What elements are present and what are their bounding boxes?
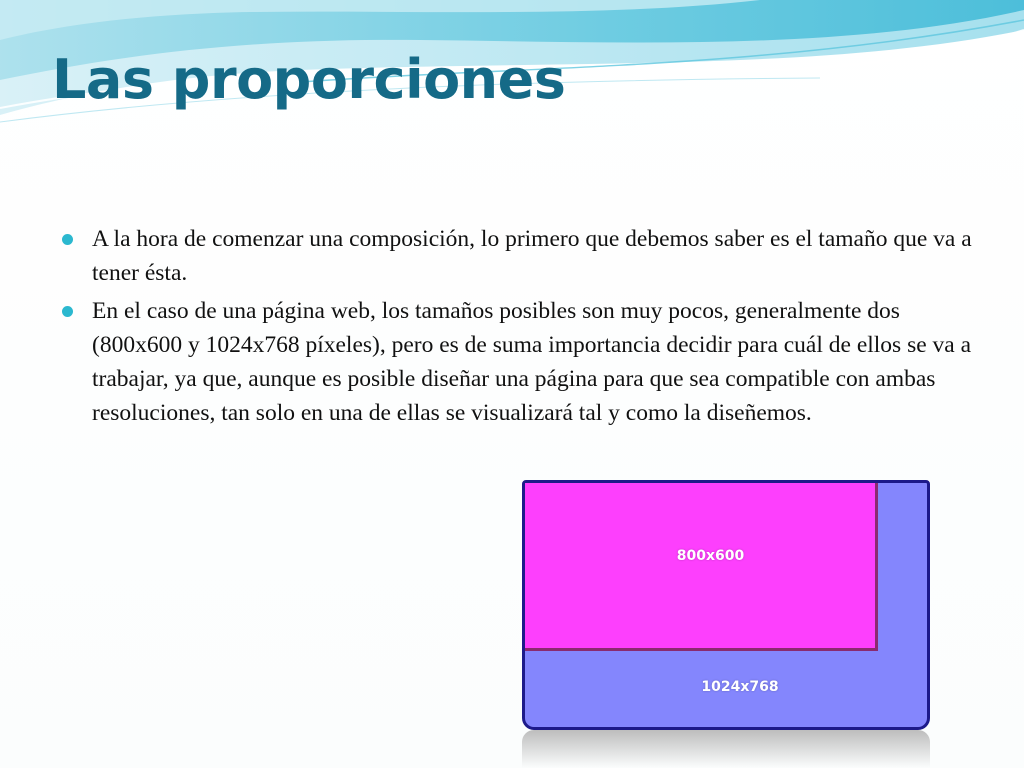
diagram-reflection (522, 730, 930, 768)
list-item (62, 294, 974, 430)
slide-title: Las proporciones (52, 48, 566, 111)
bullet-text: En el caso de una página web, los tamaños posibles son muy pocos, generalmente dos (800x600 y 1024x768 píxeles), pero es de suma importancia decidir para cuál de ellos se va a trabajar, ya que, aunque es posible diseñar una página para que sea compatible con ambas resoluciones, tan solo en una de ellas se visualizará tal y como la diseñemos. (92, 298, 972, 426)
label-1024x768: 1024x768 (701, 679, 779, 695)
bullet-text: A la hora de comenzar una composición, lo primero que debemos saber es el tamaño que va a tener ésta. (92, 226, 972, 286)
bullet-dot-icon (62, 306, 73, 317)
bullet-dot-icon (62, 234, 73, 245)
list-item (62, 222, 974, 290)
bullet-list (62, 222, 974, 434)
screen-800x600 (525, 483, 878, 651)
resolution-diagram (518, 478, 930, 768)
label-800x600: 800x600 (676, 548, 745, 564)
